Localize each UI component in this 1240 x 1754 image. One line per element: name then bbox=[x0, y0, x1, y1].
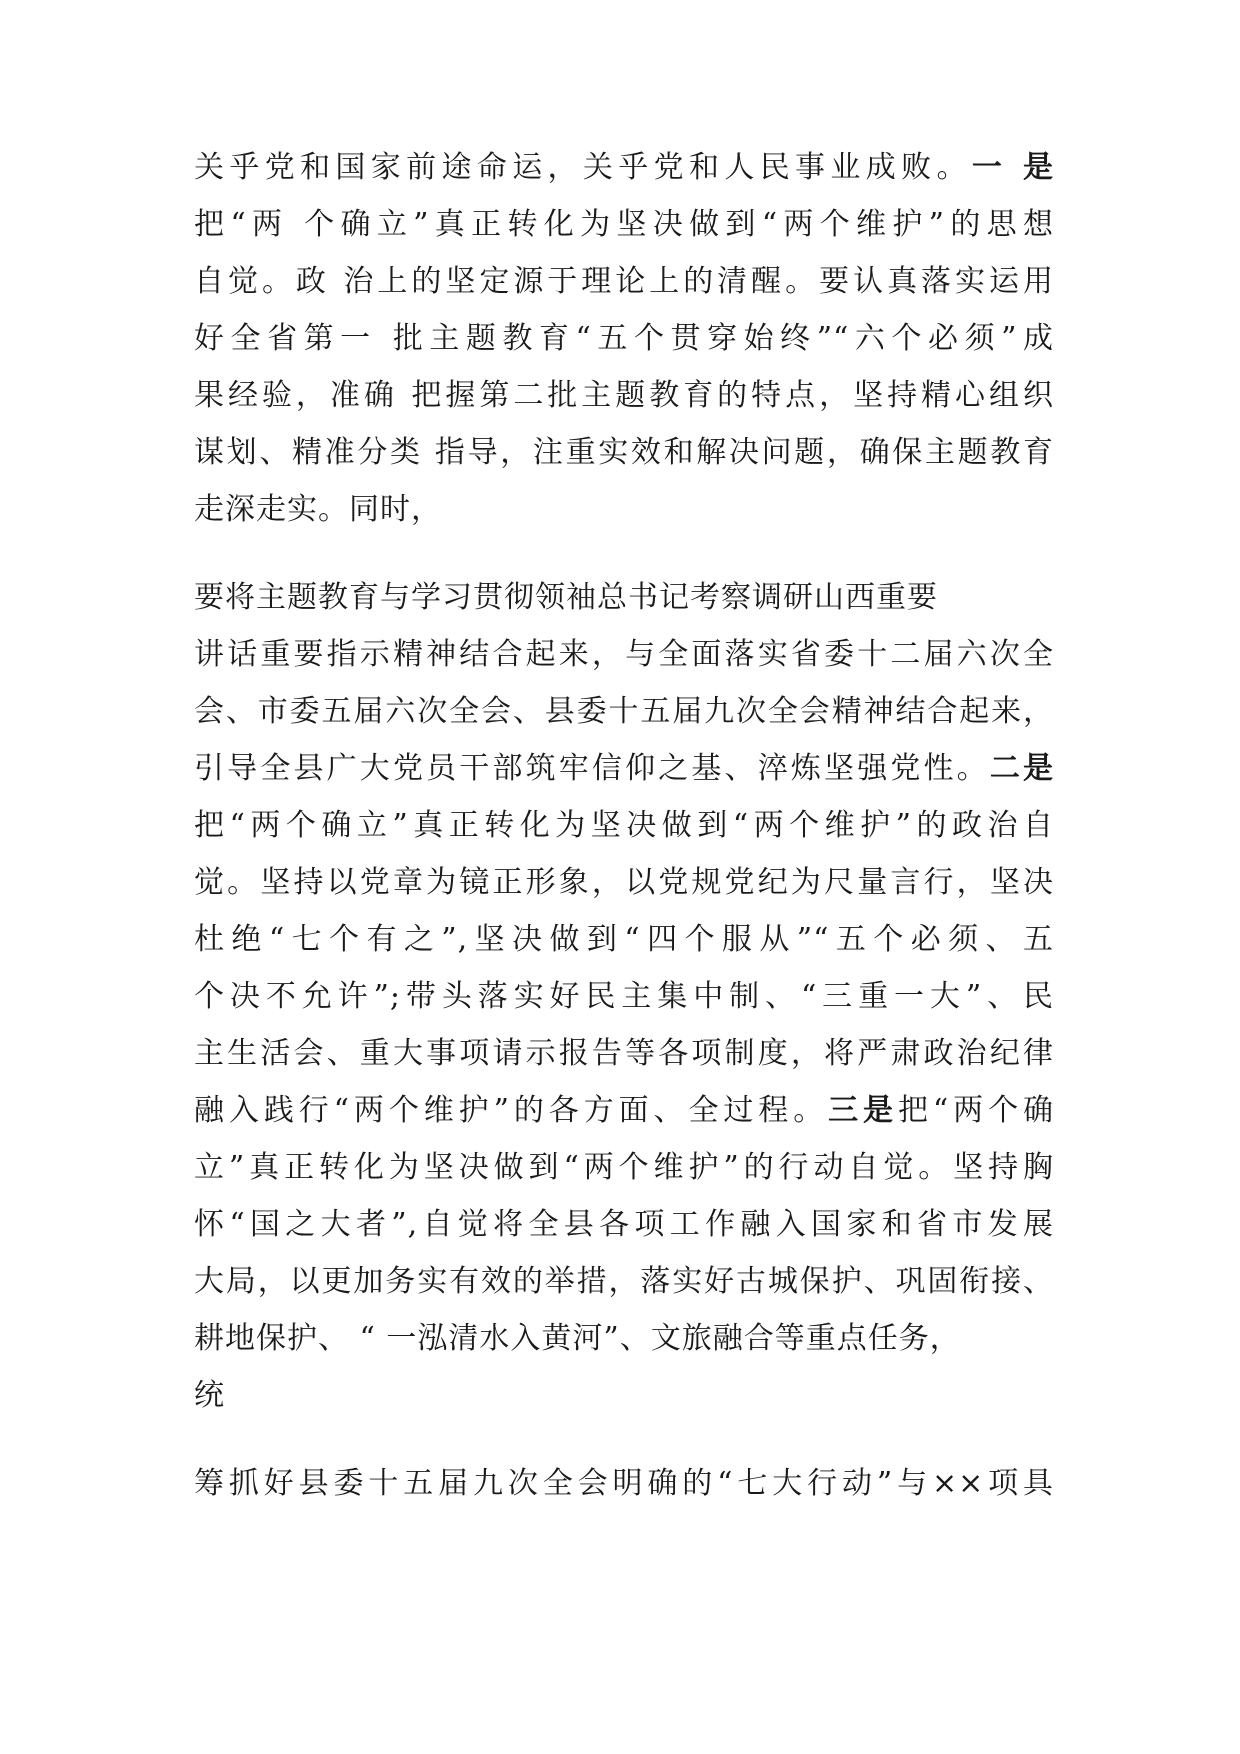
text-line: 要将主题教育与学习贯彻领袖总书记考察调研山西重要 bbox=[194, 580, 938, 615]
text-line: 讲话重要指示精神结合起来，与全面落实省委十二届六次全 bbox=[194, 637, 1054, 672]
text-line: 主生活会、重大事项请示报告等各项制度，将严肃政治纪律 bbox=[194, 1036, 1054, 1071]
text-line bbox=[194, 749, 1054, 789]
text-line: 立”真正转化为坚决做到“两个维护”的行动自觉。坚持胸 bbox=[194, 1150, 1054, 1185]
bold-text-run: 三是 bbox=[828, 1093, 898, 1128]
text-line: 好全省第一 批主题教育“五个贯穿始终”“六个必须”成 bbox=[194, 321, 1054, 356]
text-line: 统 bbox=[194, 1378, 225, 1413]
bold-text-run: 一 是 bbox=[971, 150, 1054, 185]
text-line: 杜绝“七个有之”,坚决做到“四个服从”“五个必须、五 bbox=[194, 922, 1054, 957]
text-line: 怀“国之大者”,自觉将全县各项工作融入国家和省市发展 bbox=[194, 1207, 1054, 1242]
text-line: 自觉。政 治上的坚定源于理论上的清醒。要认真落实运用 bbox=[194, 264, 1054, 299]
text-line bbox=[194, 148, 1054, 188]
text-line: 果经验，准确 把握第二批主题教育的特点，坚持精心组织 bbox=[194, 378, 1054, 413]
text-run: 把“两个确 bbox=[897, 1093, 1054, 1128]
text-run: 关乎党和国家前途命运，关乎党和人民事业成败。 bbox=[194, 150, 972, 185]
text-line: 觉。坚持以党章为镜正形象，以党规党纪为尺量言行，坚决 bbox=[194, 865, 1054, 900]
text-line: 大局，以更加务实有效的举措，落实好古城保护、巩固衔接、 bbox=[194, 1264, 1054, 1299]
bold-text-run: 二是 bbox=[989, 751, 1054, 786]
text-line: 谋划、精准分类 指导，注重实效和解决问题，确保主题教育 bbox=[194, 435, 1054, 470]
text-run: 融入践行“两个维护”的各方面、全过程。 bbox=[194, 1093, 829, 1128]
text-line bbox=[194, 1091, 1054, 1131]
text-run: 引导全县广大党员干部筑牢信仰之基、淬炼坚强党性。 bbox=[194, 751, 990, 786]
text-line: 走深走实。同时， bbox=[194, 492, 442, 527]
text-line: 筹抓好县委十五届九次全会明确的“七大行动”与××项具 bbox=[194, 1466, 1054, 1501]
text-line: 把“两个确立”真正转化为坚决做到“两个维护”的政治自 bbox=[194, 808, 1054, 843]
text-line: 耕地保护、 “ 一泓清水入黄河”、文旅融合等重点任务， bbox=[194, 1321, 961, 1356]
text-line: 个决不允许”;带头落实好民主集中制、“三重一大”、民 bbox=[194, 979, 1054, 1014]
text-line: 把“两 个确立”真正转化为坚决做到“两个维护”的思想 bbox=[194, 207, 1054, 242]
text-line: 会、市委五届六次全会、县委十五届九次全会精神结合起来， bbox=[194, 694, 1054, 729]
